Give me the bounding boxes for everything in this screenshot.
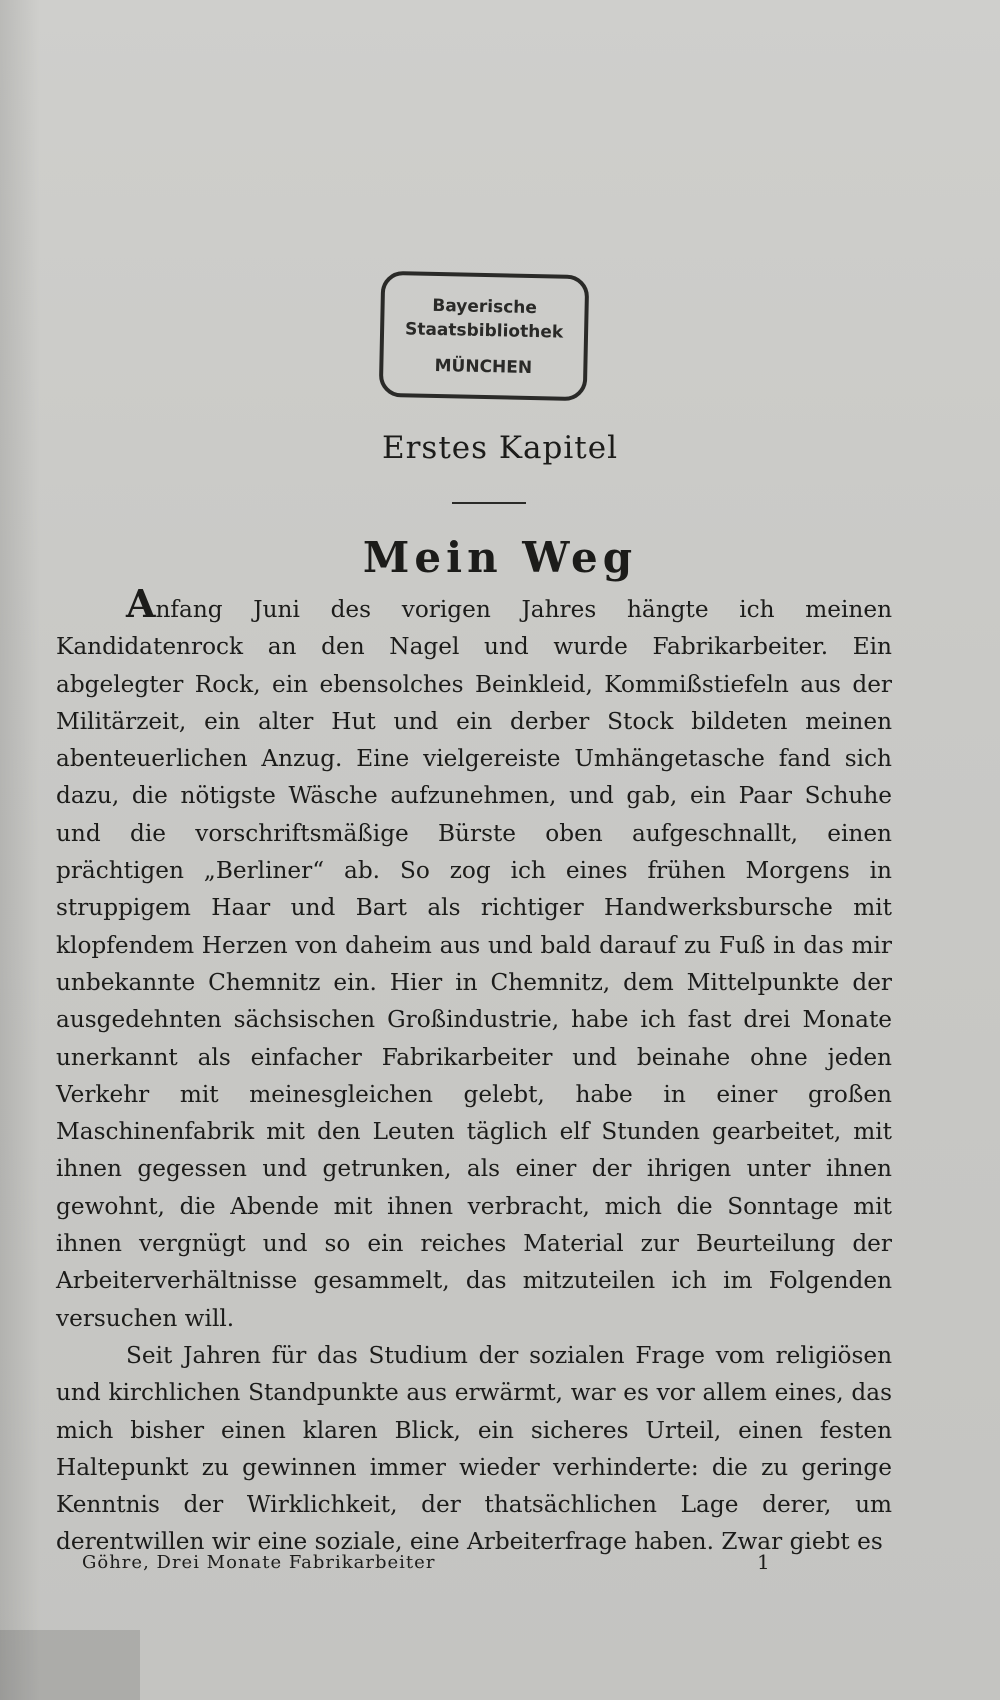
paragraph-2: Seit Jahren für das Studium der sozialen Frage vom religiösen und kirchlichen Standpunkte aus erwärmt, war es vor allem eines, das mich bisher einen klaren Blick, ein sicheres Urteil, einen festen Haltepunkt zu gewinnen immer wieder verhinderte: die zu geringe Kenntnis der Wirklichkeit, der thatsächlichen Lage derer, um derentwillen wir eine soziale, eine Arbeiterfrage haben. Zwar giebt es	[56, 1341, 892, 1556]
stamp-line-2: Staatsbibliothek	[404, 319, 564, 343]
paragraph-1	[56, 581, 892, 1337]
divider-rule	[452, 502, 526, 504]
body-text	[56, 581, 892, 1561]
library-stamp	[379, 271, 590, 401]
chapter-title: Mein Weg	[362, 533, 638, 582]
stamp-line-3: MÜNCHEN	[434, 355, 533, 379]
scan-corner-shadow	[0, 1630, 140, 1700]
running-footer: Göhre, Drei Monate Fabrikarbeiter	[82, 1552, 436, 1573]
drop-cap: A	[126, 581, 156, 626]
page-number: 1	[757, 1550, 770, 1574]
stamp-line-1: Bayerische	[432, 295, 538, 319]
paragraph-1-text: nfang Juni des vorigen Jahres hängte ich meinen Kandidatenrock an den Nagel und wurde Fabrikarbeiter. Ein abgelegter Rock, ein ebensolches Beinkleid, Kommißstiefeln aus der Militärzeit, ein alter Hut und ein derber Stock bildeten meinen abenteuerlichen Anzug. Eine vielgereiste Umhängetasche fand sich dazu, die nötigste Wäsche aufzunehmen, und gab, ein Paar Schuhe und die vorschriftsmäßige Bürste oben aufgeschnallt, einen prächtigen „Berliner“ ab. So zog ich eines frühen Morgens in struppigem Haar und Bart als richtiger Handwerksbursche mit klopfendem Herzen von daheim aus und bald darauf zu Fuß in das mir unbekannte Chemnitz ein. Hier in Chemnitz, dem Mittelpunkte der ausgedehnten sächsischen Großindustrie, habe ich fast drei Monate unerkannt als einfacher Fabrikarbeiter und beinahe ohne jeden Verkehr mit meinesgleichen gelebt, habe in einer großen Maschinenfabrik mit den Leuten täglich elf Stunden gearbeitet, mit ihnen gegessen und getrunken, als einer der ihrigen unter ihnen gewohnt, die Abende mit ihnen verbracht, mich die Sonntage mit ihnen vergnügt und so ein reiches Material zur Beurteilung der Arbeiterverhältnisse gesammelt, das mitzuteilen ich im Folgenden versuchen will.	[56, 596, 892, 1332]
chapter-label: Erstes Kapitel	[381, 430, 619, 466]
